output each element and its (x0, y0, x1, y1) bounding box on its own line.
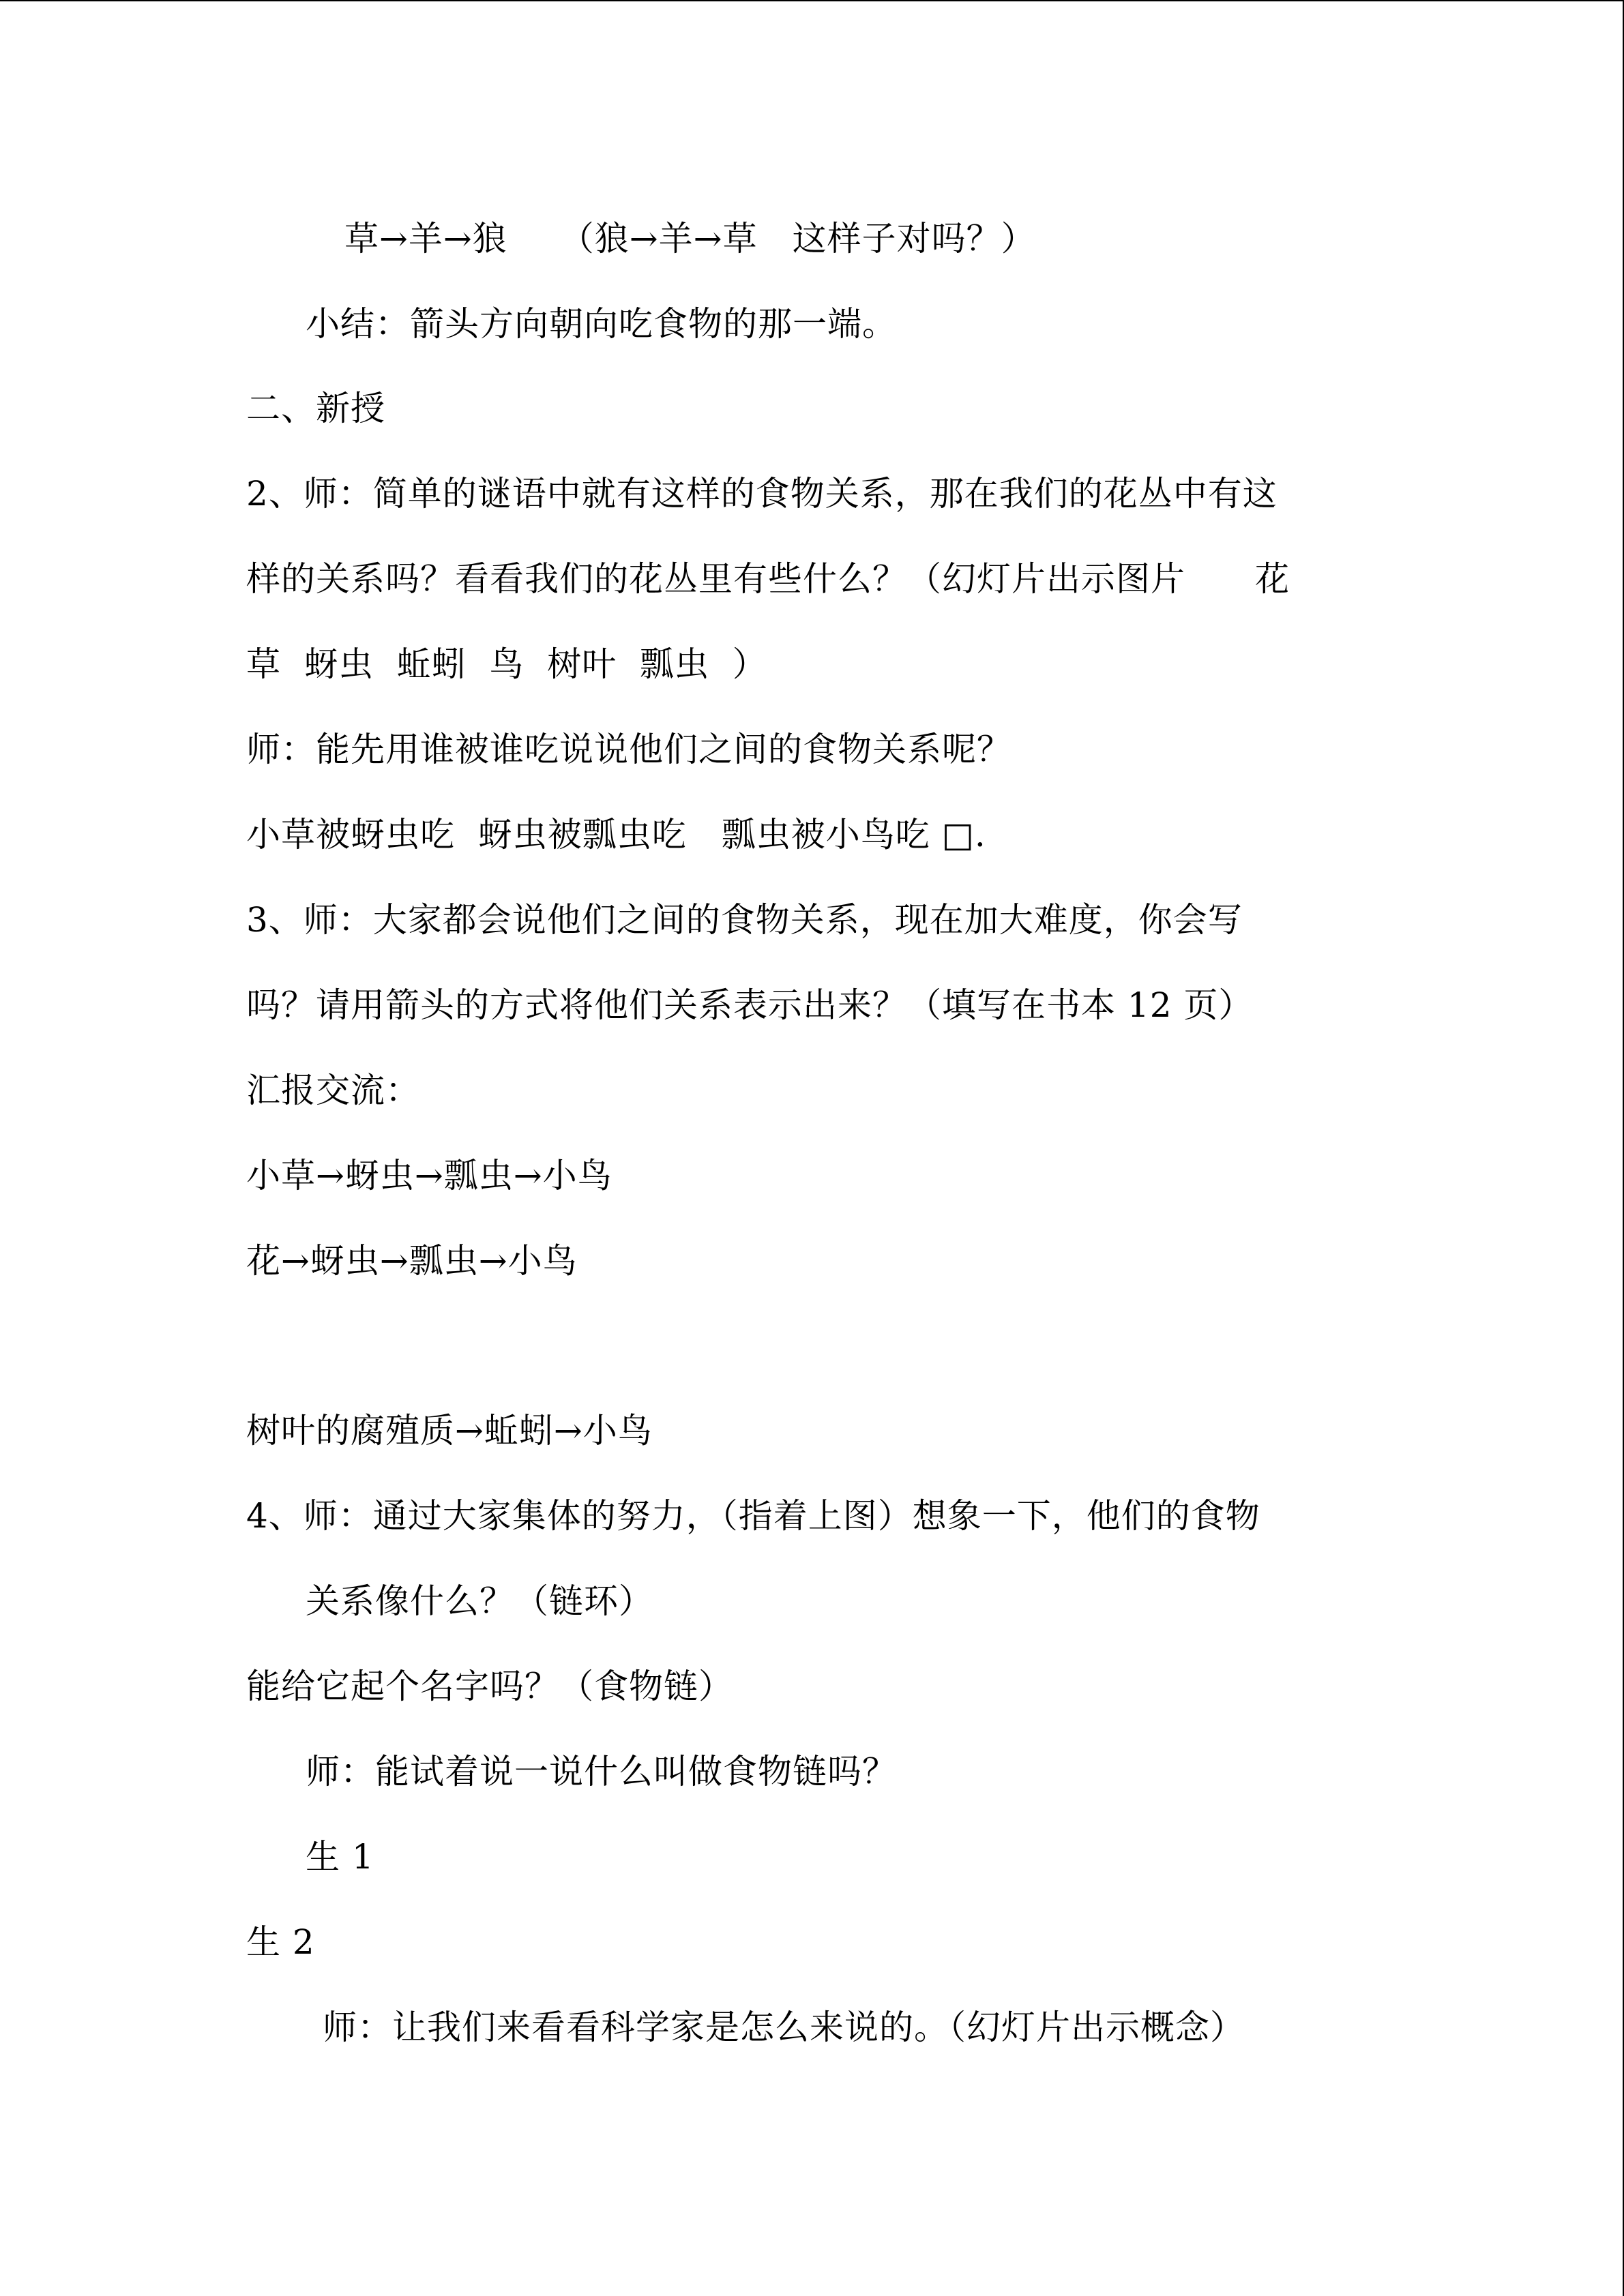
section-heading-new-lesson: 二、新授 (246, 389, 385, 428)
text-line: 师：能试着说一说什么叫做食物链吗？ (306, 1752, 897, 1791)
text-line: 2、师：简单的谜语中就有这样的食物关系，那在我们的花丛中有这 (246, 474, 1278, 513)
text-line: 3、师：大家都会说他们之间的食物关系，现在加大难度，你会写 (246, 900, 1243, 940)
text-line: 草 蚜虫 蚯蚓 鸟 树叶 瓢虫 ） (246, 644, 767, 684)
text-line: 样的关系吗？看看我们的花丛里有些什么？（幻灯片出示图片 花 (246, 559, 1290, 599)
food-chain-line: 花→蚜虫→瓢虫→小鸟 (246, 1241, 578, 1281)
text-line-arrow-example: 草→羊→狼 （狼→羊→草 这样子对吗？） (344, 219, 1036, 258)
text-line: 生 1 (306, 1837, 374, 1877)
text-line: 吗？请用箭头的方式将他们关系表示出来？（填写在书本 12 页） (246, 985, 1254, 1025)
text-line: 汇报交流： (246, 1071, 420, 1110)
food-chain-line: 小草→蚜虫→瓢虫→小鸟 (246, 1156, 612, 1195)
text-line: 师：能先用谁被谁吃说说他们之间的食物关系呢？ (246, 730, 1012, 769)
text-line: 师：让我们来看看科学家是怎么来说的。（幻灯片出示概念） (323, 2008, 1245, 2047)
text-line: 生 2 (246, 1922, 315, 1962)
text-line: 小草被蚜虫吃 蚜虫被瓢虫吃 瓢虫被小鸟吃 □. (246, 815, 986, 854)
food-chain-line: 树叶的腐殖质→蚯蚓→小鸟 (246, 1411, 653, 1450)
text-line: 能给它起个名字吗？（食物链） (246, 1667, 733, 1706)
text-line: 关系像什么？（链环） (306, 1581, 653, 1621)
text-line-summary: 小结：箭头方向朝向吃食物的那一端。 (306, 304, 897, 344)
text-line: 4、师：通过大家集体的努力，（指着上图）想象一下，他们的食物 (246, 1496, 1260, 1536)
